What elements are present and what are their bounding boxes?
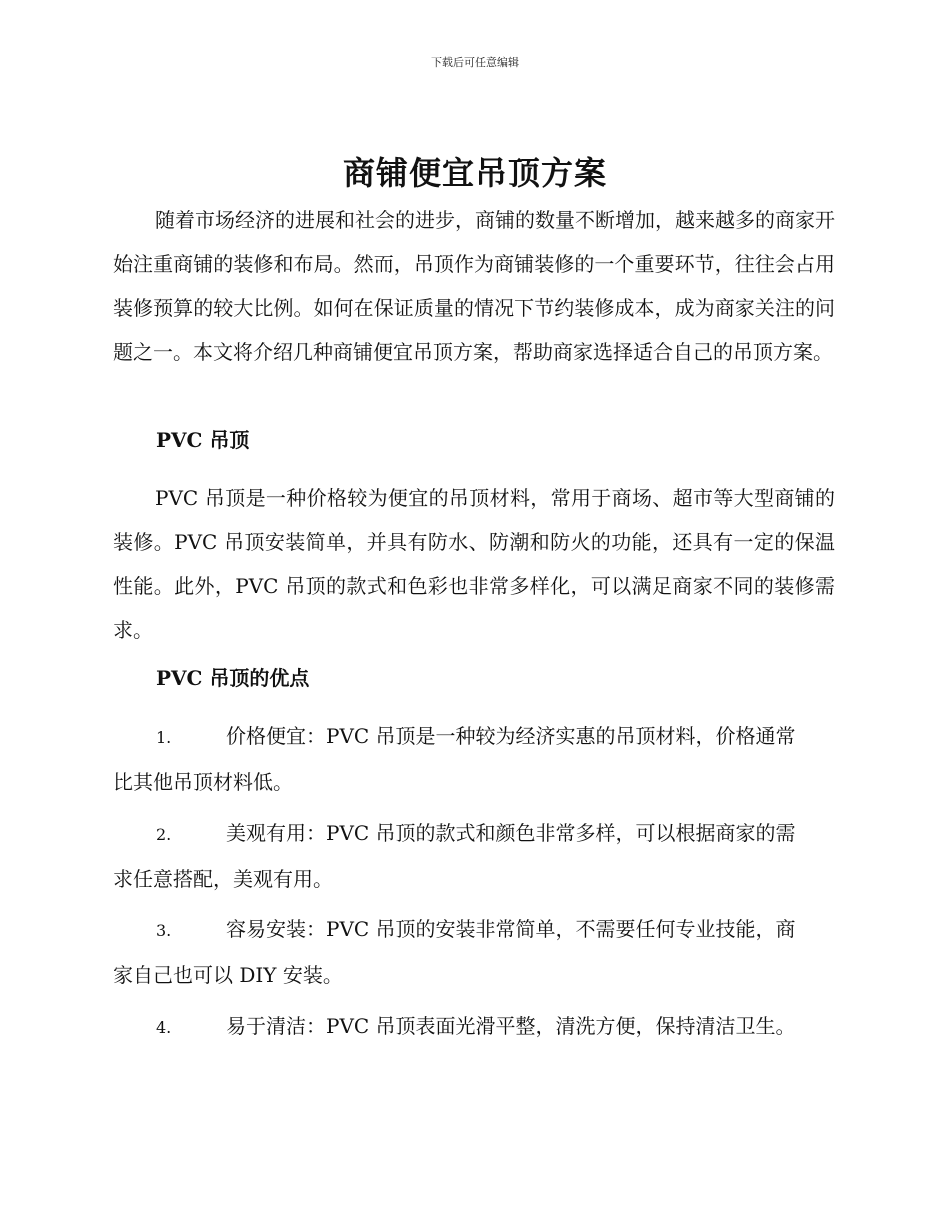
section-heading-advantages: PVC 吊顶的优点 xyxy=(156,666,310,690)
list-item xyxy=(113,811,835,901)
header-note: 下载后可任意编辑 xyxy=(431,56,519,69)
list-item-first-line xyxy=(113,907,835,953)
list-item-text: 容易安装：PVC 吊顶的安装非常简单，不需要任何专业技能，商 xyxy=(226,917,796,941)
section-heading-pvc: PVC 吊顶 xyxy=(156,428,250,452)
list-item-first-line xyxy=(113,811,835,857)
list-item-continuation: 求任意搭配，美观有用。 xyxy=(113,867,333,891)
list-item-text: 美观有用：PVC 吊顶的款式和颜色非常多样，可以根据商家的需 xyxy=(226,821,796,845)
list-item-text: 易于清洁：PVC 吊顶表面光滑平整，清洗方便，保持清洁卫生。 xyxy=(226,1014,796,1038)
list-item xyxy=(113,907,835,997)
list-item-number: 2. xyxy=(156,825,172,844)
list-item-number: 4. xyxy=(156,1018,172,1037)
list-item-first-line xyxy=(113,1004,835,1050)
list-item xyxy=(113,714,835,804)
pvc-description-paragraph: PVC 吊顶是一种价格较为便宜的吊顶材料，常用于商场、超市等大型商铺的装修。PVC 吊顶安装简单，并具有防水、防潮和防火的功能，还具有一定的保温性能。此外，PVC 吊顶的款式和色彩也非常多样化，可以满足商家不同的装修需求。 xyxy=(113,486,835,642)
list-item-text: 价格便宜：PVC 吊顶是一种较为经济实惠的吊顶材料，价格通常 xyxy=(226,724,796,748)
page-title: 商铺便宜吊顶方案 xyxy=(342,154,607,192)
list-item-number: 3. xyxy=(156,921,172,940)
list-item-number: 1. xyxy=(156,728,172,747)
list-item-continuation: 比其他吊顶材料低。 xyxy=(113,770,293,794)
list-item-first-line xyxy=(113,714,835,760)
list-item xyxy=(113,1004,835,1050)
list-item-continuation: 家自己也可以 DIY 安装。 xyxy=(113,963,343,987)
intro-paragraph: 随着市场经济的进展和社会的进步，商铺的数量不断增加，越来越多的商家开始注重商铺的装修和布局。然而，吊顶作为商铺装修的一个重要环节，往往会占用装修预算的较大比例。如何在保证质量的情况下节约装修成本，成为商家关注的问题之一。本文将介绍几种商铺便宜吊顶方案，帮助商家选择适合自己的吊顶方案。 xyxy=(113,208,835,364)
